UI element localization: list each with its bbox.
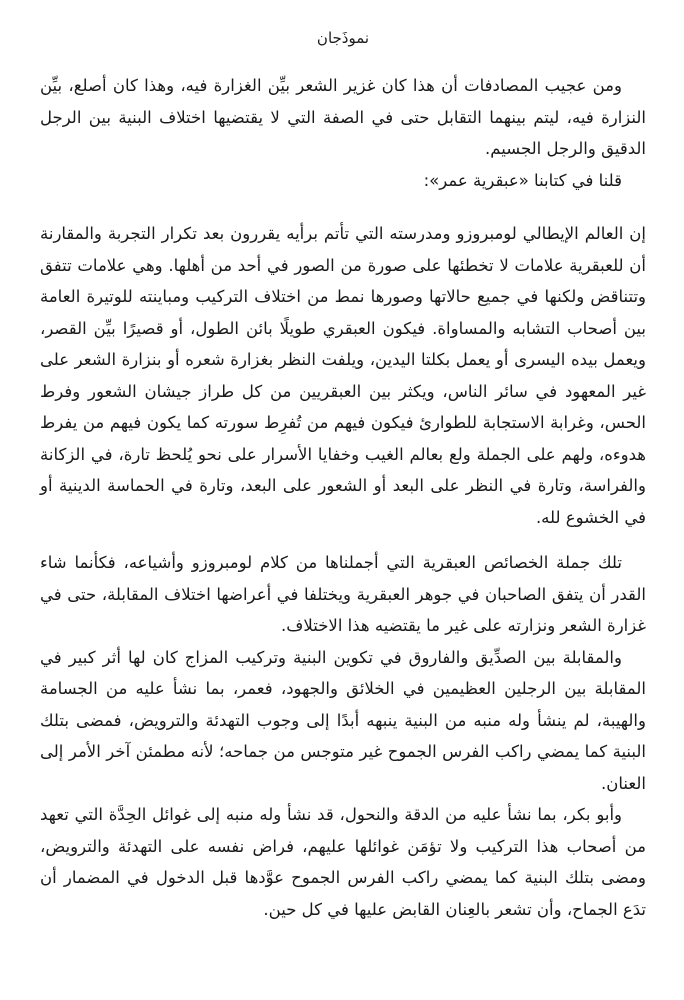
paragraph-1: ومن عجيب المصادفات أن هذا كان غزير الشعر بيِّن الغزارة فيه، وهذا كان أصلع، بيِّن النزارة فيه، ليتم بينهما التقابل حتى في الصفة التي لا يقتضيها اختلاف البنية بين الرجل الدقيق والرجل الجسيم. [40, 76, 646, 158]
paragraph-2: تلك جملة الخصائص العبقرية التي أجملناها من كلام لومبروزو وأشياعه، فكأنما شاء القدر أن يتفق الصاحبان في جوهر العبقرية ويختلفا في أعراضها اختلاف المقابلة، حتى في غزارة الشعر ونزارته على غير ما يقتضيه هذا الاختلاف. [40, 553, 646, 635]
paragraph-3: والمقابلة بين الصدِّيق والفاروق في تكوين البنية وتركيب المزاج كان لها أثر كبير في المقابلة بين الرجلين العظيمين في الخلائق والجهود، فعمر، بما نشأ عليه من الجسامة والهيبة، لم ينشأ وله منبه من البنية ينبهه أبدًا إلى وجوب التهدئة والترويض، فمضى بتلك البنية كما يمضي راكب الفرس الجموح غير متوجس من جماحه؛ لأنه مطمئن آخر الأمر إلى العنان. [40, 647, 646, 793]
quote-intro: قلنا في كتابنا «عبقرية عمر»: [423, 170, 622, 190]
paragraph-4: وأبو بكر، بما نشأ عليه من الدقة والنحول، قد نشأ وله منبه إلى غوائل الحِدَّة التي تعهد من أصحاب هذا التركيب ولا تؤمَن غوائلها عليهم، فراض نفسه على التهدئة والترويض، ومضى بتلك البنية كما يمضي راكب الفرس الجموح عوَّدها قبل الدخول في المضمار أن تدَع الجماح، وأن تشعر بالعِنان القابض عليها في كل حين. [40, 805, 646, 919]
page-body [40, 70, 646, 925]
running-title: نموذَجان [316, 29, 370, 47]
block-quote: إن العالم الإيطالي لومبروزو ومدرسته التي تأتم برأيه يقررون بعد تكرار التجربة والمقارنة أن للعبقرية علامات لا تخطئها على صورة من الصور في أحد من أهلها. وهي علامات تتفق وتتناقض ولكنها في جميع حالاتها وصورها نمط من اختلاف التركيب ومباينته للوتيرة العامة بين أصحاب التشابه والمساواة. فيكون العبقري طويلًا بائن الطول، أو قصيرًا بيِّن القصر، ويعمل بيده اليسرى أو يعمل بكلتا اليدين، ويلفت النظر بغزارة شعره أو بنزارة الشعر على غير المعهود في سائر الناس، ويكثر بين العبقريين من كل طراز جيشان الشعور وفرط الحس، وغرابة الاستجابة للطوارئ فيكون فيهم من تُفرِط سورته كما يكون فيهم من يفرط هدوءه، ولهم على الجملة ولع بعالم الغيب وخفايا الأسرار على نحو يُلحظ تارة، في الزكانة والفراسة، وتارة في النظر على البعد أو الشعور على البعد، وتارة في الحماسة الدينية أو في الخشوع لله. [40, 224, 646, 527]
